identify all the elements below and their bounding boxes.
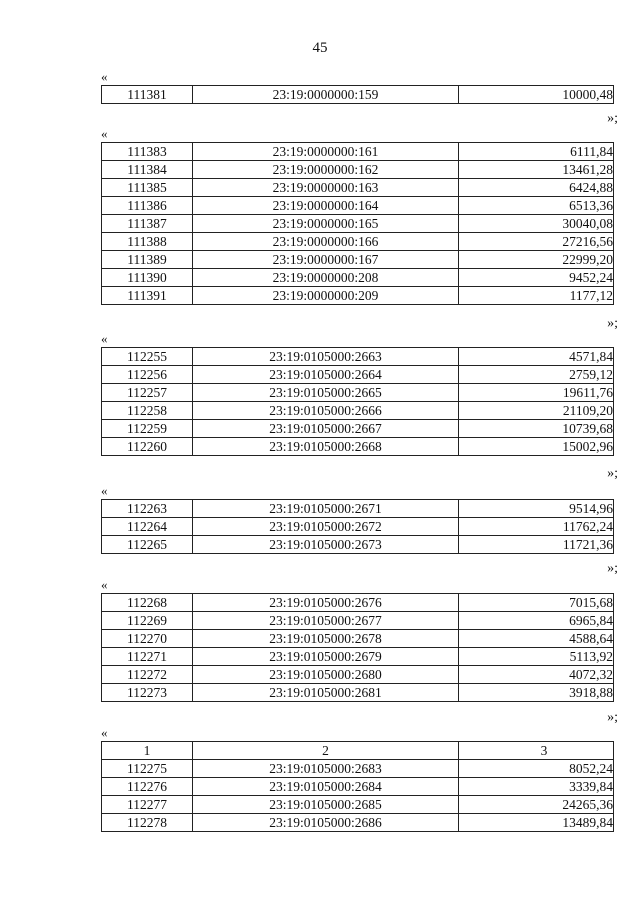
cadastral-number-cell: 23:19:0000000:164 bbox=[193, 197, 459, 215]
area-cell: 11721,36 bbox=[459, 536, 614, 554]
area-cell: 15002,96 bbox=[459, 438, 614, 456]
plot-number-cell: 111391 bbox=[102, 287, 193, 305]
cadastral-number-cell: 23:19:0105000:2685 bbox=[193, 796, 459, 814]
cadastral-number-cell: 23:19:0105000:2678 bbox=[193, 630, 459, 648]
table-row bbox=[102, 796, 614, 814]
area-cell: 10000,48 bbox=[459, 86, 614, 104]
area-cell: 3339,84 bbox=[459, 778, 614, 796]
table-row bbox=[102, 684, 614, 702]
plot-number-cell: 112258 bbox=[102, 402, 193, 420]
table-row bbox=[102, 402, 614, 420]
plot-number-cell: 112273 bbox=[102, 684, 193, 702]
plot-number-cell: 112275 bbox=[102, 760, 193, 778]
closing-quote: »; bbox=[607, 111, 618, 126]
cadastral-number-cell: 23:19:0105000:2667 bbox=[193, 420, 459, 438]
cadastral-number-cell: 23:19:0000000:167 bbox=[193, 251, 459, 269]
cadastral-number-cell: 23:19:0105000:2666 bbox=[193, 402, 459, 420]
plot-number-cell: 112276 bbox=[102, 778, 193, 796]
land-plot-table bbox=[101, 593, 614, 702]
plot-number-cell: 112255 bbox=[102, 348, 193, 366]
cadastral-number-cell: 23:19:0105000:2680 bbox=[193, 666, 459, 684]
table-row bbox=[102, 251, 614, 269]
plot-number-cell: 111381 bbox=[102, 86, 193, 104]
plot-number-cell: 112260 bbox=[102, 438, 193, 456]
table-row bbox=[102, 438, 614, 456]
plot-number-cell: 112263 bbox=[102, 500, 193, 518]
cadastral-number-cell: 23:19:0105000:2665 bbox=[193, 384, 459, 402]
area-cell: 11762,24 bbox=[459, 518, 614, 536]
area-cell: 6111,84 bbox=[459, 143, 614, 161]
land-plot-table bbox=[101, 85, 614, 104]
area-cell: 24265,36 bbox=[459, 796, 614, 814]
plot-number-cell: 112257 bbox=[102, 384, 193, 402]
cadastral-number-cell: 23:19:0105000:2668 bbox=[193, 438, 459, 456]
plot-number-cell: 112268 bbox=[102, 594, 193, 612]
area-cell: 30040,08 bbox=[459, 215, 614, 233]
column-number-row bbox=[102, 742, 614, 760]
area-cell: 9452,24 bbox=[459, 269, 614, 287]
closing-quote: »; bbox=[607, 710, 618, 725]
area-cell: 3918,88 bbox=[459, 684, 614, 702]
table-row bbox=[102, 161, 614, 179]
table-row bbox=[102, 778, 614, 796]
land-plot-table bbox=[101, 741, 614, 832]
table-row bbox=[102, 648, 614, 666]
table-row bbox=[102, 420, 614, 438]
plot-number-cell: 112265 bbox=[102, 536, 193, 554]
closing-quote: »; bbox=[607, 561, 618, 576]
plot-number-cell: 112271 bbox=[102, 648, 193, 666]
plot-number-cell: 111383 bbox=[102, 143, 193, 161]
area-cell: 10739,68 bbox=[459, 420, 614, 438]
table-row bbox=[102, 630, 614, 648]
table-row bbox=[102, 500, 614, 518]
page-number: 45 bbox=[312, 40, 328, 56]
area-cell: 9514,96 bbox=[459, 500, 614, 518]
area-cell: 4588,64 bbox=[459, 630, 614, 648]
table-row bbox=[102, 269, 614, 287]
closing-quote: »; bbox=[607, 316, 618, 331]
table-row bbox=[102, 760, 614, 778]
cadastral-number-cell: 23:19:0105000:2672 bbox=[193, 518, 459, 536]
plot-number-cell: 112256 bbox=[102, 366, 193, 384]
cadastral-number-cell: 23:19:0000000:159 bbox=[193, 86, 459, 104]
table-row bbox=[102, 86, 614, 104]
area-cell: 6965,84 bbox=[459, 612, 614, 630]
cadastral-number-cell: 23:19:0000000:209 bbox=[193, 287, 459, 305]
area-cell: 2759,12 bbox=[459, 366, 614, 384]
area-cell: 5113,92 bbox=[459, 648, 614, 666]
cadastral-number-cell: 23:19:0105000:2664 bbox=[193, 366, 459, 384]
cadastral-number-cell: 23:19:0105000:2673 bbox=[193, 536, 459, 554]
cadastral-number-cell: 23:19:0000000:162 bbox=[193, 161, 459, 179]
plot-number-cell: 111390 bbox=[102, 269, 193, 287]
opening-quote: « bbox=[101, 126, 108, 141]
table-row bbox=[102, 233, 614, 251]
table-row bbox=[102, 215, 614, 233]
column-number-cell: 2 bbox=[193, 742, 459, 760]
land-plot-table bbox=[101, 347, 614, 456]
column-number-cell: 3 bbox=[459, 742, 614, 760]
area-cell: 27216,56 bbox=[459, 233, 614, 251]
area-cell: 7015,68 bbox=[459, 594, 614, 612]
area-cell: 13461,28 bbox=[459, 161, 614, 179]
table-row bbox=[102, 518, 614, 536]
area-cell: 4571,84 bbox=[459, 348, 614, 366]
cadastral-number-cell: 23:19:0105000:2683 bbox=[193, 760, 459, 778]
table-row bbox=[102, 197, 614, 215]
plot-number-cell: 111389 bbox=[102, 251, 193, 269]
table-row bbox=[102, 536, 614, 554]
plot-number-cell: 112264 bbox=[102, 518, 193, 536]
cadastral-number-cell: 23:19:0000000:165 bbox=[193, 215, 459, 233]
plot-number-cell: 112270 bbox=[102, 630, 193, 648]
land-plot-table bbox=[101, 499, 614, 554]
table-row bbox=[102, 143, 614, 161]
table-row bbox=[102, 814, 614, 832]
cadastral-number-cell: 23:19:0000000:208 bbox=[193, 269, 459, 287]
cadastral-number-cell: 23:19:0105000:2677 bbox=[193, 612, 459, 630]
opening-quote: « bbox=[101, 483, 108, 498]
land-plot-table bbox=[101, 142, 614, 305]
plot-number-cell: 111386 bbox=[102, 197, 193, 215]
cadastral-number-cell: 23:19:0000000:161 bbox=[193, 143, 459, 161]
cadastral-number-cell: 23:19:0105000:2684 bbox=[193, 778, 459, 796]
column-number-cell: 1 bbox=[102, 742, 193, 760]
table-row bbox=[102, 384, 614, 402]
opening-quote: « bbox=[101, 725, 108, 740]
opening-quote: « bbox=[101, 69, 108, 84]
plot-number-cell: 111385 bbox=[102, 179, 193, 197]
table-row bbox=[102, 594, 614, 612]
table-row bbox=[102, 287, 614, 305]
area-cell: 8052,24 bbox=[459, 760, 614, 778]
closing-quote: »; bbox=[607, 466, 618, 481]
plot-number-cell: 111384 bbox=[102, 161, 193, 179]
area-cell: 6513,36 bbox=[459, 197, 614, 215]
cadastral-number-cell: 23:19:0000000:163 bbox=[193, 179, 459, 197]
plot-number-cell: 111388 bbox=[102, 233, 193, 251]
area-cell: 6424,88 bbox=[459, 179, 614, 197]
plot-number-cell: 112269 bbox=[102, 612, 193, 630]
plot-number-cell: 111387 bbox=[102, 215, 193, 233]
cadastral-number-cell: 23:19:0105000:2676 bbox=[193, 594, 459, 612]
cadastral-number-cell: 23:19:0105000:2679 bbox=[193, 648, 459, 666]
area-cell: 22999,20 bbox=[459, 251, 614, 269]
plot-number-cell: 112259 bbox=[102, 420, 193, 438]
cadastral-number-cell: 23:19:0105000:2671 bbox=[193, 500, 459, 518]
area-cell: 4072,32 bbox=[459, 666, 614, 684]
table-row bbox=[102, 366, 614, 384]
cadastral-number-cell: 23:19:0000000:166 bbox=[193, 233, 459, 251]
plot-number-cell: 112272 bbox=[102, 666, 193, 684]
opening-quote: « bbox=[101, 331, 108, 346]
table-row bbox=[102, 348, 614, 366]
table-row bbox=[102, 612, 614, 630]
table-row bbox=[102, 179, 614, 197]
plot-number-cell: 112277 bbox=[102, 796, 193, 814]
area-cell: 19611,76 bbox=[459, 384, 614, 402]
area-cell: 13489,84 bbox=[459, 814, 614, 832]
opening-quote: « bbox=[101, 577, 108, 592]
plot-number-cell: 112278 bbox=[102, 814, 193, 832]
cadastral-number-cell: 23:19:0105000:2681 bbox=[193, 684, 459, 702]
cadastral-number-cell: 23:19:0105000:2663 bbox=[193, 348, 459, 366]
table-row bbox=[102, 666, 614, 684]
area-cell: 1177,12 bbox=[459, 287, 614, 305]
area-cell: 21109,20 bbox=[459, 402, 614, 420]
cadastral-number-cell: 23:19:0105000:2686 bbox=[193, 814, 459, 832]
